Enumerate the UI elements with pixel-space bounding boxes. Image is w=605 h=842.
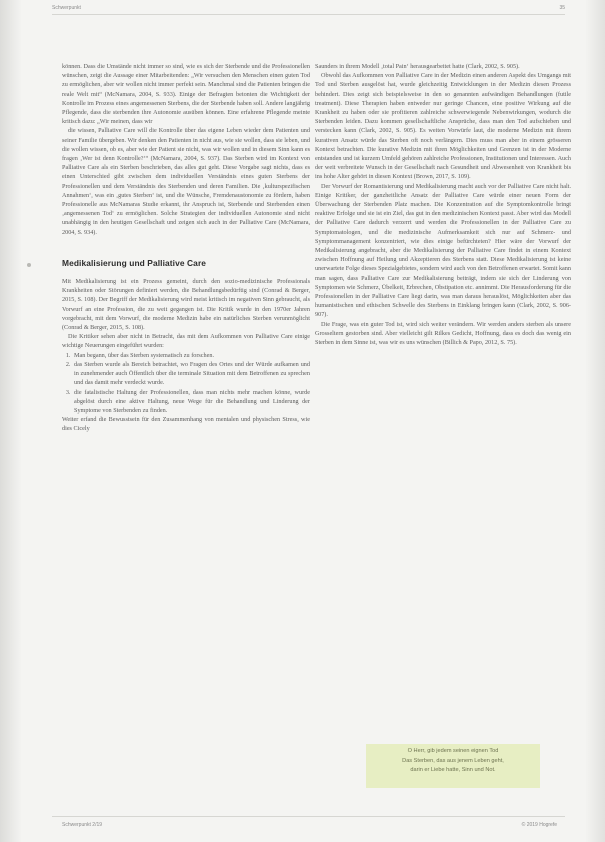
left-column: [62, 62, 310, 434]
scan-shadow-left: [0, 0, 22, 842]
paragraph: Obwohl das Aufkommen von Palliative Care in der Medizin einen anderen Aspekt des Umgangs mit Tod und Sterben ausgelöst hat, wurde gleichzeitig Entwicklungen in der Medizin diesen Prozess behindert. Dies zeigt sich beispielsweise in den so genannten aufwändigen Behandlungen (futile treatment). Diese Therapien haben entweder nur geringe Chancen, eine positive Wirkung auf die Krankheit zu haben oder sie profitieren zahlreiche schwerwiegende Nebenwirkungen, wodurch die Sterbenden leiden. Dazu kommen gesellschaftliche Ansprüche, dass man den Tod aufschieben und verstecken kann (Clark, 2002, S. 905). Es weiten Vorwürfe laut, die moderne Medizin mit ihrem kurativen Ansatz würde das Sterben oft noch verlängern. Dies muss man aber in einem grösseren Kontext betrachten. Die kurative Medizin mit ihren Möglichkeiten und Grenzen ist in der Moderne entstanden und ist kurzem Umfeld gehören zahlreiche Professionen, Institutionen und Interessen. Auch der weit verbreitete Wunsch in der Gesellschaft nach Gesundheit und Abwesenheit von Krankheit bis ins hohe Alter gehört in diesen Kontext (Brown, 2017, S. 109).: [315, 72, 571, 181]
paragraph: die wissen, Palliative Care will die Kontrolle über das eigene Leben wieder dem Patienten und seiner Familie übergeben. Wir denken den Patienten in nicht aus, wie sie wollen, dass sie leben, und die wollen wissen, ob es, aber wie der Patient sie nicht, was wir wollen und in diesem Sinn kann es fragen ‚Wer ist denn Kontrolle?‘“ (McNamara, 2004, S. 937). Das Sterben wird im Kontext von Palliative Care als ein Sterben beschrieben, das alles gut geht. Diese Vorgabe sagt nichts, dass es einen Unterschied gibt zwischen dem individuellen Verständnis eines guten Sterbens der Professionellen und dem Verständnis des Sterbenden und deren Familien. Die ‚kulturspezifischen Annahmen‘, was ein ‚gutes Sterben‘ ist, und die Wünsche, Fremdenaustonomie zu fördern, haben Professionelle aus McNamaras Studie erkannt, ihr Anspruch ist, Sterbende und Sterbenden einen ‚angemessenen Tod‘ zu ermöglichen. Solche Strategien der individuellen Autonomie sind nicht unabhängig in den heutigen Gesellschaft und zeigen sich auch in der Palliative Care (McNamara, 2004, S. 934).: [62, 127, 310, 236]
callout-line: O Herr, gib jedem seinen eignen Tod: [407, 748, 499, 754]
paragraph: Weiter erfand die Bewusstsein für den Zusammenhang von mentalen und physischen Stress, wie dies Cicely: [62, 416, 310, 433]
header-rule: [52, 14, 565, 15]
section-heading: Medikalisierung und Palliative Care: [62, 257, 207, 268]
callout-line: Das Sterben, das aus jenem Leben geht,: [402, 757, 504, 764]
paragraph: Mit Medikalisierung ist ein Prozess gemeint, durch den sozio-medizinische Professionals Krankheiten oder Störungen definiert werden, die Behandlungsbedürftig sind (Conrad & Berger, 2015, S. 108). Der Begriff der Medikalisierung wird meist kritisch im negativen Sinn gebraucht, als Vorwurf an eine Profession, die zu weit gegangen ist. Die Kritik wurde in den 1970er Jahren vorgebracht, mit dem Vorwurf, die moderne Medizin habe ein natürliches Sterben verunmöglicht (Conrad & Berger, 2015, S. 108).: [62, 278, 310, 332]
numbered-list: [62, 351, 310, 415]
page-number: 35: [559, 5, 565, 11]
paragraph: können. Dass die Umstände nicht immer so sind, wie es sich der Sterbende und die Professionellen wünschen, zeigt die Aussage einer Mitarbeitenden: „Wir versuchen den Menschen einen guten Tod zu ermöglichen, aber wir wollen nicht immer perfekt sein. Manchmal sind die Patienten bringen die reale Welt mit“ (McNamara, 2004, S. 933). Einige der Befragten betonten die Wichtigkeit der Kontrolle im Prozess eines angemessenen Sterbens, die der Sterbende haben soll. Andere langjährig Pflegende, dass die sterbenden ihre Autonomie ausüben können. Eine erfahrene Pflegende meinte kritisch dazu: „Wir meinen, dass wir: [62, 63, 310, 126]
hole-punch-mark: [27, 263, 31, 267]
callout-line: darin er Liebe hatte, Sinn und Not.: [410, 767, 496, 774]
list-item: 2. das Sterben wurde als Bereich betrachtet, wo Fragen des Ortes und der Würde aufkamen und in zunehmender auch Öffentlich über die terminale Situation mit dem Betroffenen zu sprechen und das damit mehr verdeckt wurde.: [72, 360, 310, 388]
footer-journal: Schwerpunkt 2/19: [62, 822, 103, 828]
paragraph: Die Kritiker sehen aber nicht in Betracht, das mit dem Aufkommen von Palliative Care einige wichtige Neuerungen eingeführt wurden:: [62, 333, 310, 350]
running-header-left: Schwerpunkt: [52, 5, 81, 11]
right-column: [315, 62, 571, 347]
quote-callout: [366, 744, 540, 788]
footer-copyright: © 2019 Hogrefe: [521, 822, 557, 828]
footer-rule: [52, 816, 565, 817]
paragraph: Der Vorwurf der Romantisierung und Medikalisierung macht auch vor der Palliative Care nicht halt. Einige Kritiker, der ganzheitliche Ansatz der Palliative Care würde einer neuen Form der Überwachung der Sterbenden Platz machen. Die Konzentration auf die Symptomkontrolle bringt reaktive Erfolge und sie ist ein Ziel, das gut in den medizinischen Kontext passt. Aber wird das Modell der Palliative Care dadurch verzerrt und werden die Professionellen in der Palliative Care zu Symptomatologen, und die medizinische Aufmerksamkeit sich nur auf Schmerz- und Symptommanagement konzentriert, wie dies einige befürchteten? Hier wäre der Vorwurf der Medikalisierung angebracht, aber die Medikalisierung der Palliative Care findet in einem Kontext zwischen Hoffnung auf Heilung und Akzeptieren des Sterbens statt. Diese Medikalisierung ist keine unerwartete Folge dieses Spezialgebietes, sondern wird auch von den Betroffenen erwartet. Somit kann man sagen, dass Palliative Care zur Medikalisierung beiträgt, indem sie sich der Linderung von Symptomen wie Schmerz, Übelkeit, Erbrechen, Obstipation etc. annimmt. Die Herausforderung für die Professionellen in der Palliative Care liegt darin, was man daraus herauslöst, Möglichkeiten aber das humanistischen und ethischen Schwelle des Sterbens in Einklang bringen kann (Clark, 2002, S. 906-907).: [315, 182, 571, 319]
paragraph: Saunders in ihrem Modell ‚total Pain‘ herausgearbeitet hatte (Clark, 2002, S. 905).: [315, 63, 520, 70]
scan-shadow-right: [585, 0, 605, 842]
paragraph: Die Frage, was ein guter Tod ist, wird sich weiter verändern. Wir werden anders sterben als unsere Grosseltern gestorben sind. Aber vielleicht gilt Rilkes Gedicht, Hoffnung, dass es doch das wenig ein Sterben in dem Sinne ist, was wir es uns wünschen (Billich & Papo, 2012, S. 75).: [315, 320, 571, 347]
list-item: 1. Man begann, über das Sterben systematisch zu forschen.: [72, 351, 310, 360]
list-item: 3. die fatalistische Haltung der Professionellen, dass man nichts mehr machen könne, wurde abgelöst durch eine aktive Haltung, neue Wege für die Behandlung und Linderung der Symptome von Sterbenden zu finden.: [72, 388, 310, 416]
